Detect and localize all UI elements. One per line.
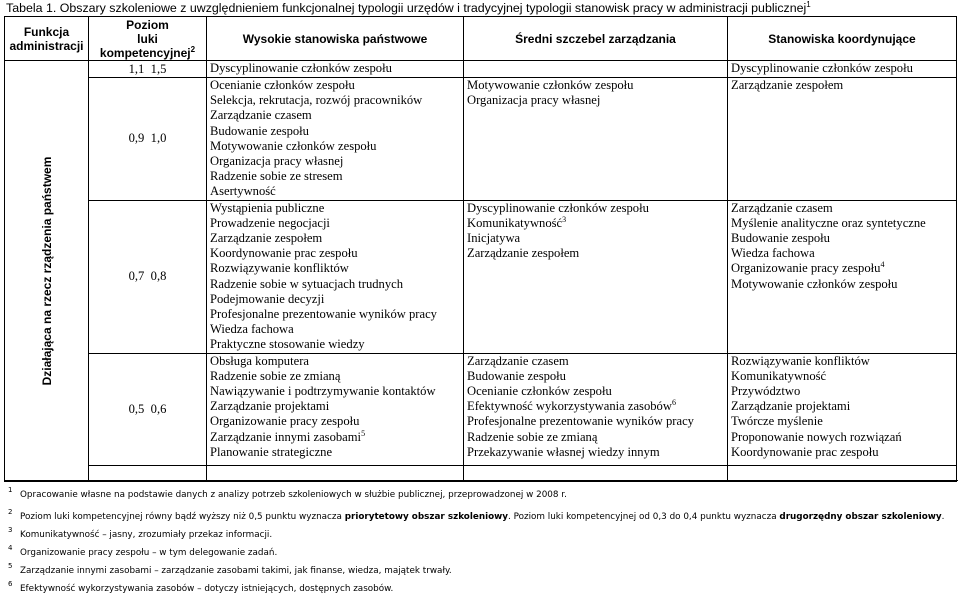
training-area-item: Myślenie analityczne oraz syntetyczne — [731, 215, 926, 230]
footnote-text: Zarządzanie innymi zasobami – zarządzanie zasobami takimi, jak finanse, wiedza, majątek trwały. — [20, 566, 452, 576]
footnote-separator — [4, 480, 958, 481]
training-area-item: Zarządzanie czasem — [731, 200, 833, 215]
training-area-item: Zarządzanie czasem — [467, 353, 569, 368]
footnote-ref: 3 — [562, 214, 567, 224]
coord-cell — [728, 61, 957, 78]
training-area-item: Budowanie zespołu — [467, 368, 566, 383]
footnote-text: Organizowanie pracy zespołu – w tym delegowanie zadań. — [20, 548, 278, 558]
training-area-item: Wiedza fachowa — [731, 246, 815, 261]
training-area-item: Praktyczne stosowanie wiedzy — [210, 337, 365, 352]
training-area-item: Radzenie sobie ze stresem — [210, 169, 343, 184]
training-area-item: Koordynowanie prac zespołu — [731, 444, 879, 459]
gap-level-cell — [89, 353, 207, 465]
footnote-ref: 6 — [671, 398, 676, 408]
gap-level-cell — [89, 200, 207, 353]
header-function — [5, 17, 89, 61]
training-area-item: Zarządzanie zespołem — [467, 246, 580, 261]
training-area-item: Radzenie sobie ze zmianą — [210, 368, 341, 383]
training-area-item: Dyscyplinowanie członków zespołu — [731, 61, 913, 75]
training-area-item: Twórcze myślenie — [731, 414, 823, 429]
header-high-positions: Wysokie stanowiska państwowe — [207, 17, 464, 61]
gap-level-value: 0,9 1,0 — [128, 131, 167, 146]
training-area-item: Dyscyplinowanie członków zespołu — [467, 200, 649, 215]
training-area-item: Inicjatywa — [467, 231, 521, 246]
coord-cell — [728, 78, 957, 201]
footnote-text: Komunikatywność – jasny, zrozumiały przekaz informacji. — [20, 530, 273, 540]
footnote-text: Efektywność wykorzystywania zasobów – dotyczy istniejących, dostępnych zasobów. — [20, 584, 394, 594]
table-caption — [6, 1, 956, 15]
training-area-item: Wiedza fachowa — [210, 322, 294, 337]
training-area-item: Budowanie zespołu — [210, 123, 309, 138]
training-area-item: Zarządzanie zespołem — [210, 231, 323, 246]
footnote-ref: 5 — [361, 428, 366, 438]
training-area-item: Organizowanie pracy zespołu — [210, 414, 360, 429]
high-cell — [207, 78, 464, 201]
training-area-item: Radzenie sobie w sytuacjach trudnych — [210, 276, 404, 291]
training-area-item: Motywowanie członków zespołu — [210, 138, 377, 153]
training-area-item: Ocenianie członków zespołu — [210, 78, 355, 92]
gap-level-cell — [89, 61, 207, 78]
header-level-line2: luki — [137, 31, 158, 46]
header-middle-management: Średni szczebel zarządzania — [464, 17, 728, 61]
caption-text: Tabela 1. Obszary szkoleniowe z uwzględnieniem funkcjonalnej typologii urzędów i tradycyjnej typologii stanowisk pracy w administracji publicznej — [6, 1, 807, 15]
training-area-item: Radzenie sobie ze zmianą — [467, 429, 598, 444]
coord-cell — [728, 353, 957, 465]
training-area-item: Rozwiązywanie konfliktów — [210, 261, 349, 276]
training-area-item: Organizacja pracy własnej — [210, 154, 344, 169]
high-cell — [207, 61, 464, 78]
footnote-ref: 4 — [880, 260, 885, 270]
footnote-number: 5 — [8, 562, 13, 570]
training-area-item: Motywowanie członków zespołu — [467, 78, 634, 92]
training-area-item: Obsługa komputera — [210, 353, 309, 368]
footnote-number: 2 — [8, 508, 13, 516]
training-area-item: Budowanie zespołu — [731, 231, 830, 246]
header-function-line1: Funkcja — [23, 24, 70, 39]
empty-cell — [89, 465, 207, 481]
training-area-item: Komunikatywność — [731, 368, 827, 383]
training-area-item: Zarządzanie projektami — [210, 399, 330, 414]
header-function-line2: administracji — [9, 38, 84, 53]
training-area-item: Dyscyplinowanie członków zespołu — [210, 61, 392, 75]
mid-cell — [464, 61, 728, 78]
training-area-item: Profesjonalne prezentowanie wyników pracy — [210, 307, 437, 322]
training-area-item: Organizowanie pracy zespołu$^4$ — [731, 260, 885, 276]
training-area-item: Zarządzanie projektami — [731, 399, 851, 414]
training-area-item: Motywowanie członków zespołu — [731, 276, 898, 291]
mid-cell — [464, 200, 728, 353]
gap-level-value: 1,1 1,5 — [128, 61, 167, 76]
function-cell — [5, 61, 89, 482]
training-area-item: Selekcja, rekrutacja, rozwój pracowników — [210, 93, 423, 108]
high-cell — [207, 200, 464, 353]
training-area-item: Nawiązywanie i podtrzymywanie kontaktów — [210, 384, 436, 399]
header-gap-level — [89, 17, 207, 61]
training-area-item: Komunikatywność$^3$ — [467, 214, 567, 230]
training-area-item: Efektywność wykorzystywania zasobów$^6$ — [467, 398, 676, 414]
header-level-line1: Poziom — [126, 17, 169, 32]
table-row — [5, 78, 957, 201]
header-coordinating-positions: Stanowiska koordynujące — [728, 17, 957, 61]
gap-level-value: 0,7 0,8 — [128, 269, 167, 284]
footnote-number: 6 — [8, 580, 13, 588]
high-cell — [207, 353, 464, 465]
footnote-text: Poziom luki kompetencyjnej równy bądź wyższy niż 0,5 punktu wyznacza priorytetowy obszar szkoleniowy. Poziom luki kompetencyjnej od 0,3 do 0,4 punktu wyznacza drugorzędny obszar szkoleniowy. — [20, 512, 945, 522]
training-area-item: Profesjonalne prezentowanie wyników pracy — [467, 414, 694, 429]
training-area-item: Proponowanie nowych rozwiązań — [731, 429, 902, 444]
training-area-item: Przekazywanie własnej wiedzy innym — [467, 444, 660, 459]
training-area-item: Podejmowanie decyzji — [210, 291, 325, 306]
training-area-item: Rozwiązywanie konfliktów — [731, 353, 870, 368]
coord-cell — [728, 200, 957, 353]
training-area-item: Organizacja pracy własnej — [467, 93, 601, 108]
footnote-number: 3 — [8, 526, 13, 534]
training-area-item: Asertywność — [210, 184, 276, 199]
footnote-number: 4 — [8, 544, 13, 552]
gap-level-cell — [89, 78, 207, 201]
empty-cell — [207, 465, 464, 481]
training-area-item: Przywództwo — [731, 384, 801, 399]
table-row — [5, 61, 957, 78]
table-row-empty — [5, 465, 957, 481]
training-area-item: Wystąpienia publiczne — [210, 200, 325, 215]
function-label: Działająca na rzecz rządzenia państwem — [39, 156, 54, 386]
mid-cell — [464, 353, 728, 465]
training-area-item: Prowadzenie negocjacji — [210, 215, 330, 230]
footnote-text: Opracowanie własne na podstawie danych z analizy potrzeb szkoleniowych w służbie publicznej, przeprowadzonej w 2008 r. — [20, 490, 567, 500]
header-level-line3: kompetencyjnej$^2$ — [99, 44, 196, 60]
header-row — [5, 17, 957, 61]
gap-level-value: 0,5 0,6 — [128, 401, 167, 416]
training-area-item: Zarządzanie zespołem — [731, 78, 844, 92]
training-area-item: Zarządzanie czasem — [210, 108, 312, 123]
empty-cell — [728, 465, 957, 481]
caption-footnote-ref: 1 — [806, 0, 811, 9]
training-area-item: Koordynowanie prac zespołu — [210, 246, 358, 261]
table-row — [5, 353, 957, 465]
training-area-item: Ocenianie członków zespołu — [467, 384, 612, 399]
mid-cell — [464, 78, 728, 201]
training-area-item: Planowanie strategiczne — [210, 444, 333, 459]
table-row — [5, 200, 957, 353]
training-area-item: Zarządzanie innymi zasobami$^5$ — [210, 428, 366, 444]
empty-cell — [464, 465, 728, 481]
footnote-number: 1 — [8, 486, 13, 494]
training-areas-table — [4, 16, 957, 482]
